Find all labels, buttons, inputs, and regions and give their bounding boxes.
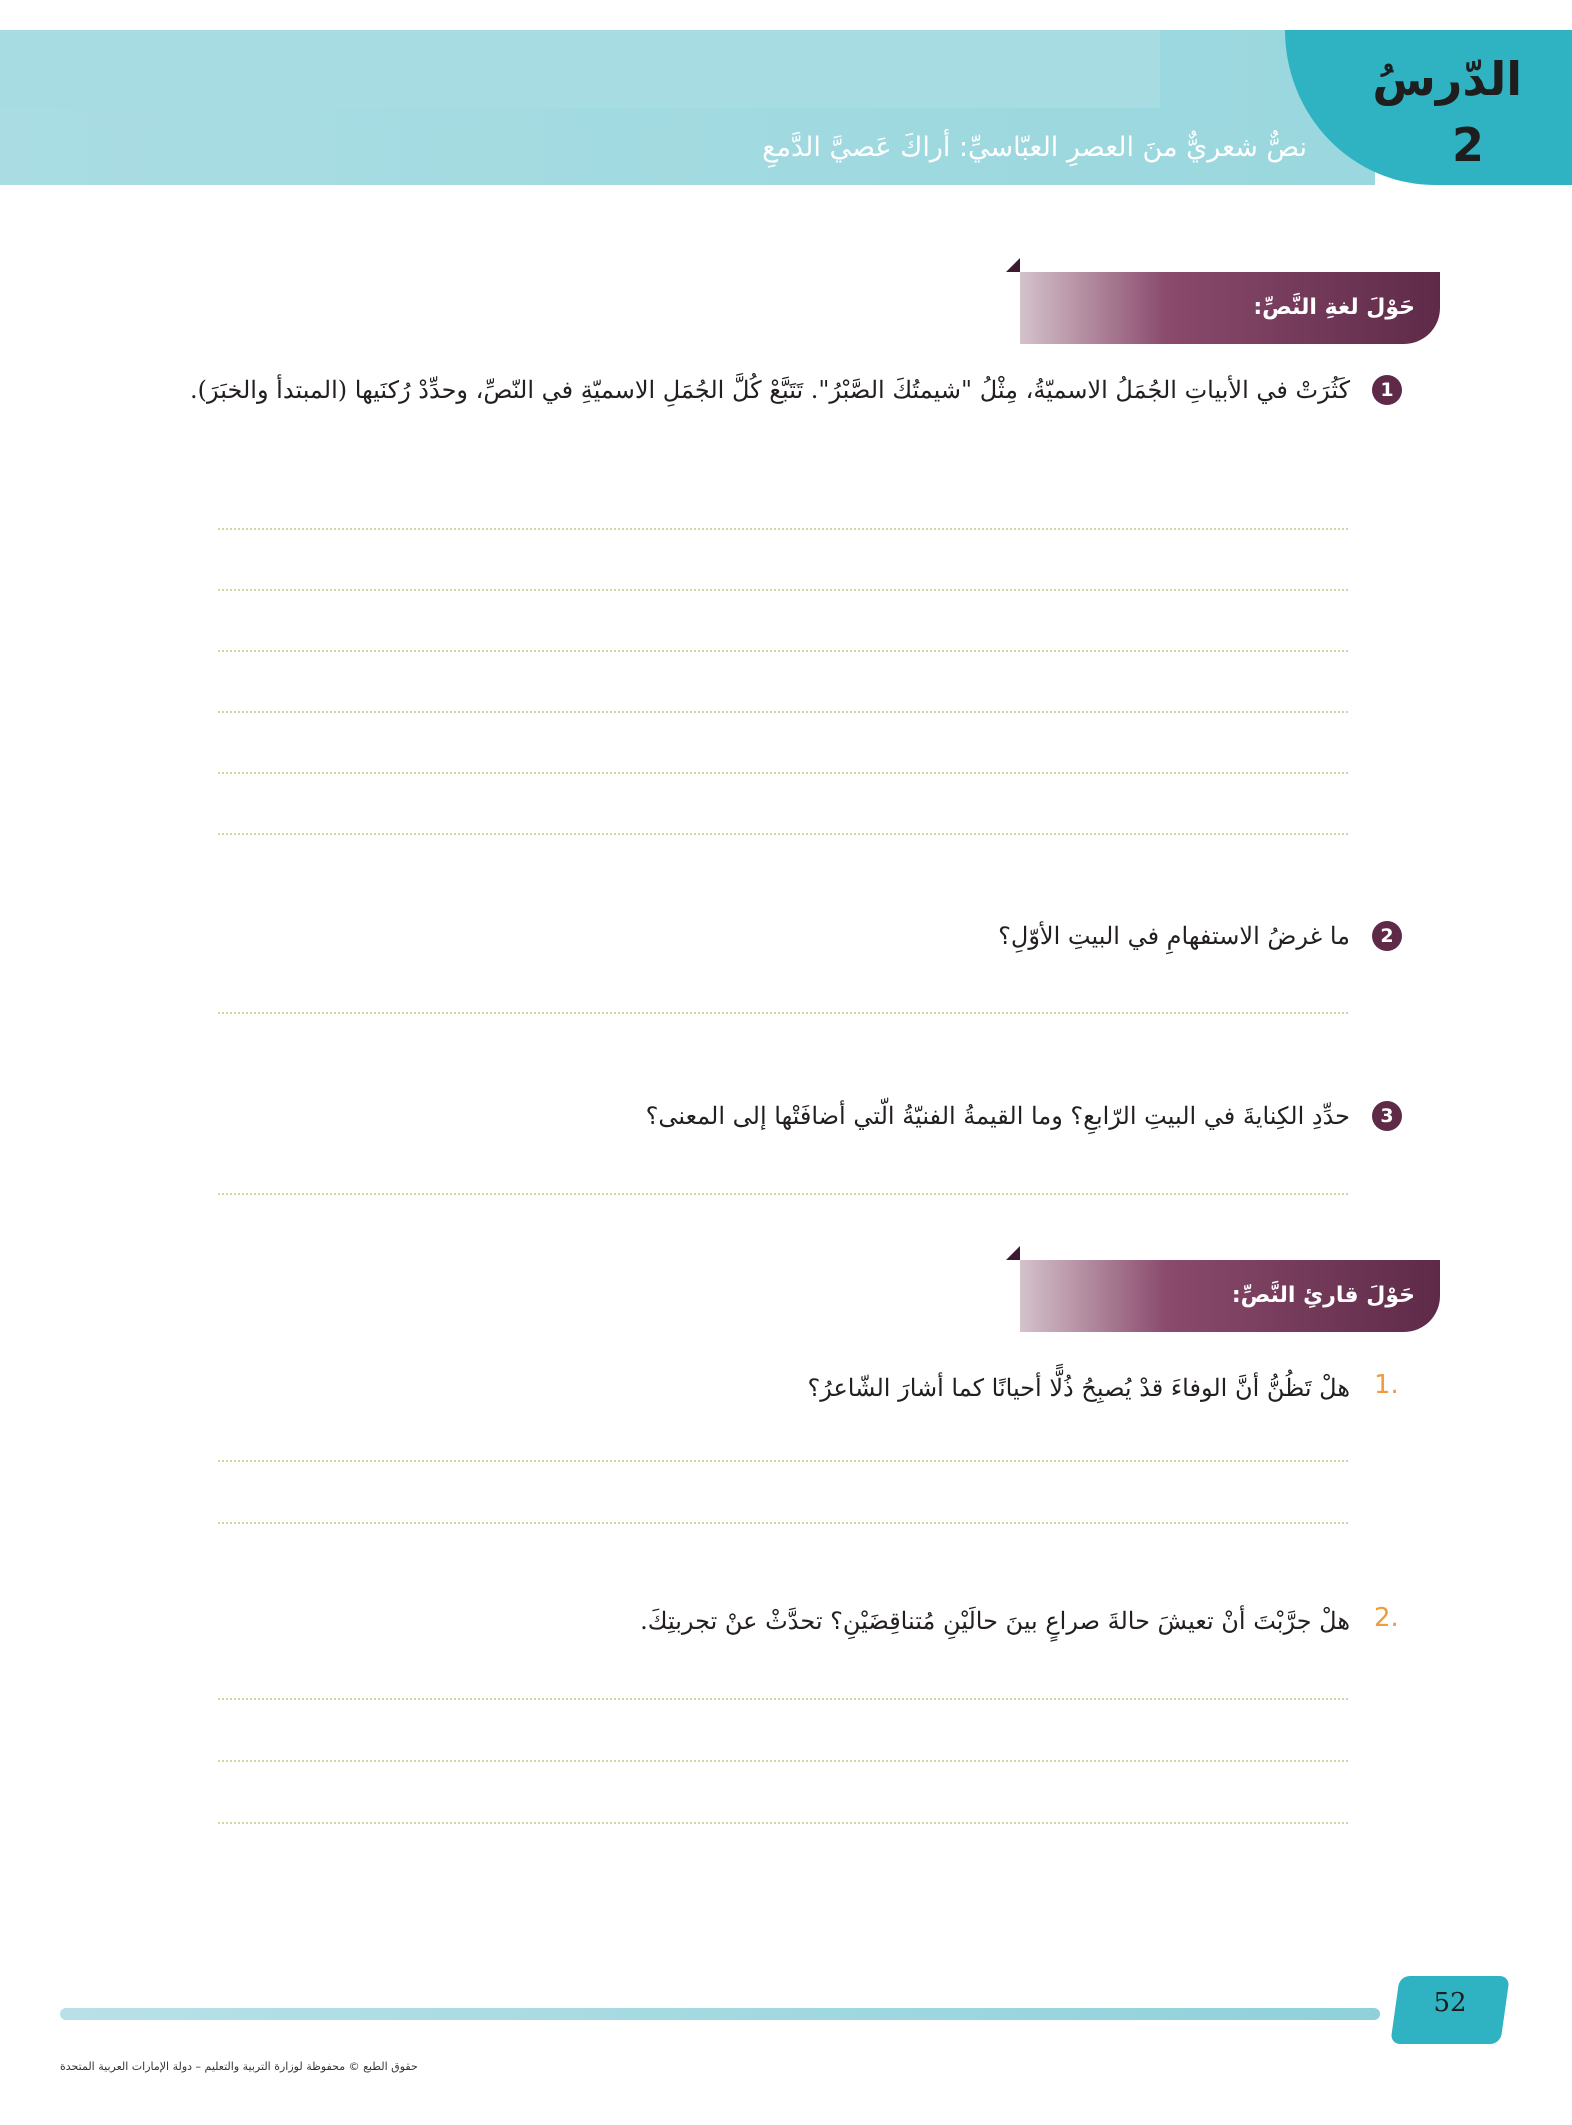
answer-line[interactable] [218, 589, 1348, 591]
question-text: ما غرضُ الاستفهامِ في البيتِ الأوّلِ؟ [998, 922, 1350, 950]
answer-line[interactable] [218, 1460, 1348, 1462]
page-number: 52 [1433, 1988, 1467, 2018]
header-banner-strip [0, 30, 1160, 108]
question-text: حدِّدِ الكِنايةَ في البيتِ الرّابعِ؟ وما القيمةُ الفنيّةُ الّتي أضافَتْها إلى المعنى؟ [645, 1102, 1350, 1130]
question-text: هلْ تَظُنُّ أنَّ الوفاءَ قدْ يُصبِحُ ذُلًّا أحيانًا كما أشارَ الشّاعرُ؟ [807, 1374, 1350, 1402]
question-number-badge: 3 [1372, 1101, 1402, 1131]
question-number: 1. [1374, 1370, 1399, 1400]
answer-line[interactable] [218, 650, 1348, 652]
lesson-label: الدّرسُ [1372, 52, 1522, 106]
answer-line[interactable] [218, 1193, 1348, 1195]
section-label-language: حَوْلَ لغةِ النَّصِّ: [1253, 295, 1415, 320]
question-number-badge: 2 [1372, 921, 1402, 951]
answer-line[interactable] [218, 711, 1348, 713]
section-header-fold [1006, 258, 1020, 272]
question-text: كَثُرَتْ في الأبياتِ الجُمَلُ الاسميّةُ، مِثْلُ "شيمتُكَ الصَّبْرُ". تَتَبَّعْ كُلَّ الجُمَلِ الاسميّةِ في النّصِّ، وحدِّدْ رُكنَيها (المبتدأ والخبَرَ). [190, 376, 1350, 404]
answer-line[interactable] [218, 1822, 1348, 1824]
question-text: هلْ جرَّبْتَ أنْ تعيشَ حالةَ صراعٍ بينَ حالَيْنِ مُتناقِضَيْنِ؟ تحدَّثْ عنْ تجربتِكَ. [640, 1607, 1350, 1635]
answer-line[interactable] [218, 1760, 1348, 1762]
section-label-reader: حَوْلَ قارئِ النَّصِّ: [1231, 1283, 1415, 1308]
question-number: 2. [1374, 1603, 1399, 1633]
footer-bar [60, 2008, 1380, 2020]
answer-line[interactable] [218, 1522, 1348, 1524]
question-number-badge: 1 [1372, 375, 1402, 405]
copyright-notice: حقوق الطبع © محفوظة لوزارة التربية والتعليم – دولة الإمارات العربية المتحدة [60, 2060, 418, 2073]
lesson-title: نصٌّ شعريٌّ منَ العصرِ العبّاسيِّ: أراكَ عَصيَّ الدَّمعِ [762, 132, 1307, 163]
section-header-fold [1006, 1246, 1020, 1260]
answer-line[interactable] [218, 833, 1348, 835]
answer-line[interactable] [218, 772, 1348, 774]
answer-line[interactable] [218, 528, 1348, 530]
answer-line[interactable] [218, 1012, 1348, 1014]
answer-line[interactable] [218, 1698, 1348, 1700]
lesson-number: 2 [1451, 118, 1484, 172]
